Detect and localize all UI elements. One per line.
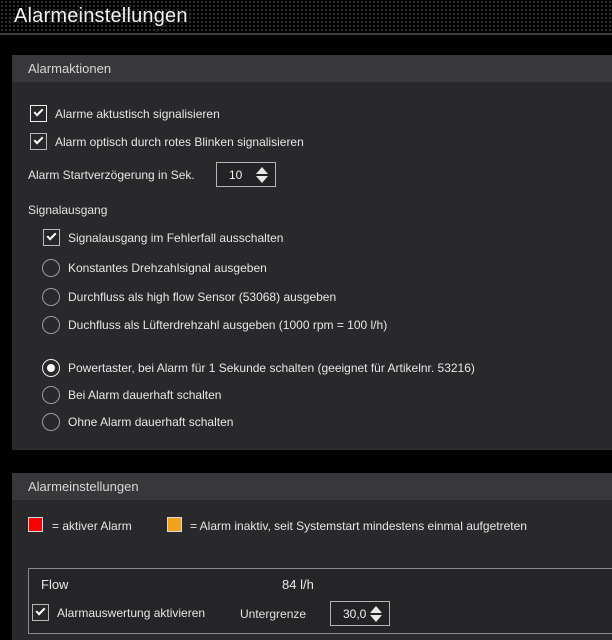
alarm-evaluation-row[interactable] — [32, 603, 205, 622]
panel-alarmaktionen — [12, 55, 612, 450]
panel-alarmeinstellungen — [12, 473, 612, 640]
start-delay-value[interactable]: 10 — [229, 167, 243, 182]
checkbox-acoustic-alarm[interactable] — [30, 105, 47, 122]
panel-alarmaktionen-title: Alarmaktionen — [28, 61, 112, 76]
radio-row-luefterdrehzahl[interactable] — [42, 315, 387, 334]
window-titlebar — [0, 0, 612, 35]
radio-konstantes-drehzahlsignal[interactable] — [42, 259, 60, 277]
checkmark-icon — [47, 231, 57, 241]
radio-row-ohne-alarm-dauerhaft[interactable] — [42, 412, 233, 431]
signal-off-row[interactable] — [43, 228, 283, 247]
radio-bei-alarm-dauerhaft[interactable] — [42, 386, 60, 404]
spinner-down-icon[interactable] — [256, 176, 268, 183]
spinner-up-icon[interactable] — [370, 606, 382, 613]
signal-output-heading: Signalausgang — [28, 203, 108, 217]
checkbox-alarm-evaluation[interactable] — [32, 604, 49, 621]
checkbox-signal-output-off-label: Signalausgang im Fehlerfall ausschalten — [68, 230, 284, 245]
start-delay-arrows — [251, 167, 275, 183]
panel-alarmeinstellungen-header — [12, 473, 612, 500]
radio-row-high-flow-sensor[interactable] — [42, 287, 336, 306]
radio-bei-alarm-dauerhaft-label: Bei Alarm dauerhaft schalten — [68, 387, 222, 402]
lower-limit-label: Untergrenze — [240, 607, 307, 621]
panel-alarmeinstellungen-title: Alarmeinstellungen — [28, 479, 139, 494]
radio-ohne-alarm-dauerhaft-label: Ohne Alarm dauerhaft schalten — [68, 414, 234, 429]
active-alarm-swatch — [28, 517, 43, 532]
radio-row-powertaster[interactable] — [42, 358, 475, 377]
radio-powertaster[interactable] — [42, 359, 60, 377]
checkmark-icon — [36, 606, 46, 616]
flow-sensor-box — [28, 568, 612, 634]
checkmark-icon — [34, 135, 44, 145]
radio-konstantes-drehzahlsignal-label: Konstantes Drehzahlsignal ausgeben — [68, 260, 267, 275]
radio-powertaster-label: Powertaster, bei Alarm für 1 Sekunde schalten (geeignet für Artikelnr. 53216) — [68, 360, 475, 375]
checkbox-optical-alarm[interactable] — [30, 133, 47, 150]
spinner-down-icon[interactable] — [370, 615, 382, 622]
radio-luefterdrehzahl[interactable] — [42, 316, 60, 334]
panel-alarmaktionen-header — [12, 55, 612, 82]
checkbox-alarm-evaluation-label: Alarmauswertung aktivieren — [57, 605, 206, 620]
acoustic-alarm-row[interactable] — [30, 104, 220, 123]
active-alarm-legend-label: = aktiver Alarm — [52, 519, 132, 533]
checkbox-acoustic-alarm-label: Alarme aktustisch signalisieren — [55, 106, 220, 121]
lower-limit-spinner[interactable] — [330, 601, 390, 626]
radio-row-bei-alarm-dauerhaft[interactable] — [42, 385, 221, 404]
lower-limit-arrows — [366, 606, 389, 622]
spinner-up-icon[interactable] — [256, 167, 268, 174]
radio-row-konstantes-drehzahlsignal[interactable] — [42, 258, 267, 277]
checkbox-optical-alarm-label: Alarm optisch durch rotes Blinken signalisieren — [55, 134, 304, 149]
radio-ohne-alarm-dauerhaft[interactable] — [42, 413, 60, 431]
start-delay-row — [28, 162, 195, 187]
sensor-name: Flow — [41, 577, 69, 592]
start-delay-label: Alarm Startverzögerung in Sek. — [28, 167, 195, 182]
checkbox-signal-output-off[interactable] — [43, 229, 60, 246]
optical-alarm-row[interactable] — [30, 132, 304, 151]
inactive-alarm-swatch — [167, 517, 182, 532]
radio-luefterdrehzahl-label: Duchfluss als Lüfterdrehzahl ausgeben (1000 rpm = 100 l/h) — [68, 317, 388, 332]
radio-high-flow-sensor-label: Durchfluss als high flow Sensor (53068) ausgeben — [68, 289, 337, 304]
alarm-legend — [12, 517, 612, 534]
radio-dot-icon — [47, 364, 55, 372]
inactive-alarm-legend-label: = Alarm inaktiv, seit Systemstart mindestens einmal aufgetreten — [190, 519, 527, 533]
lower-limit-value[interactable]: 30,0 — [343, 606, 367, 621]
page-title: Alarmeinstellungen — [14, 5, 188, 27]
sensor-value: 84 l/h — [282, 577, 314, 592]
start-delay-spinner[interactable] — [216, 162, 276, 187]
radio-high-flow-sensor[interactable] — [42, 288, 60, 306]
checkmark-icon — [34, 107, 44, 117]
